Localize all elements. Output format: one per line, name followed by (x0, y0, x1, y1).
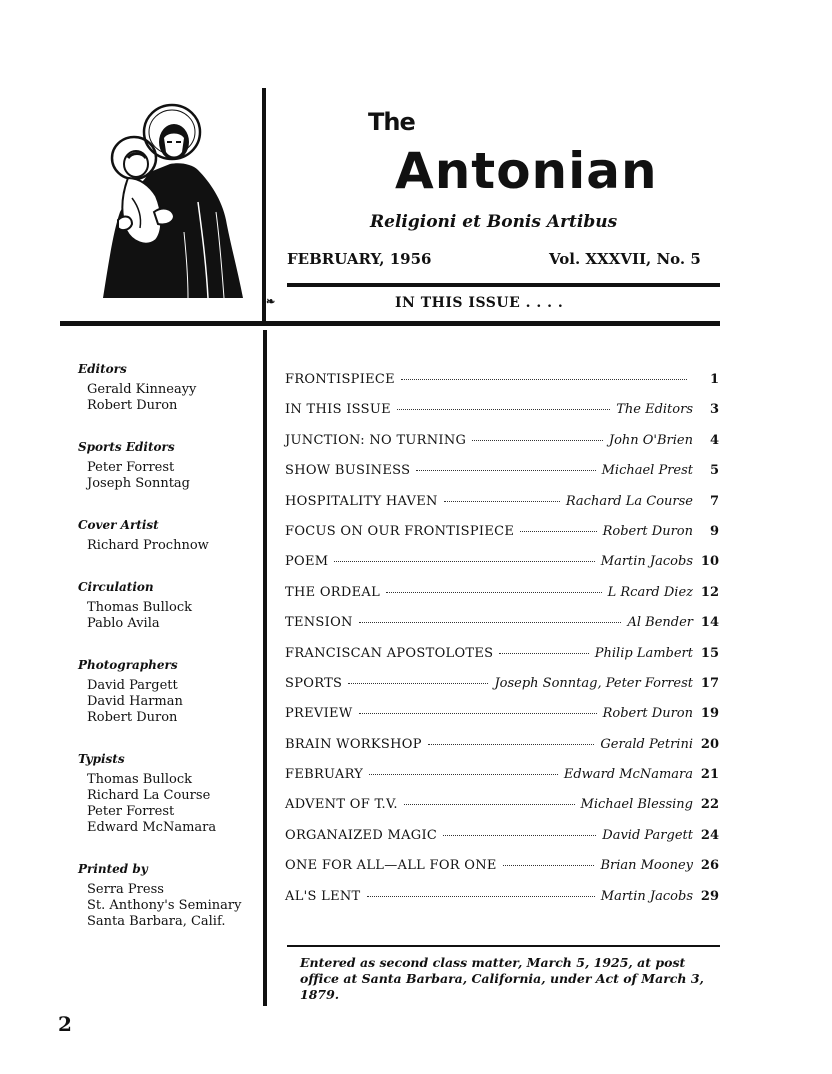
toc-entry (285, 828, 719, 858)
toc-leader (359, 713, 597, 714)
toc-entry (285, 737, 719, 767)
full-width-rule (60, 321, 720, 326)
toc-leader (499, 653, 588, 654)
toc-page: 24 (700, 827, 719, 843)
toc-author: The Editors (616, 402, 693, 418)
toc-title: SPORTS (285, 675, 343, 691)
toc-leader (401, 379, 687, 380)
frontispiece-illustration (98, 102, 258, 298)
toc-author: Martin Jacobs (600, 554, 693, 570)
toc-page: 29 (700, 888, 719, 904)
staff-name: Santa Barbara, Calif. (87, 914, 226, 929)
toc-author: Robert Duron (602, 523, 693, 539)
toc-author: Brian Mooney (600, 858, 693, 874)
notice-rule (287, 945, 720, 947)
staff-role: Cover Artist (78, 518, 159, 532)
toc-title: TENSION (285, 615, 353, 631)
staff-listing (78, 362, 268, 930)
masthead-rule (287, 283, 720, 287)
toc-title: FOCUS ON OUR FRONTISPIECE (285, 523, 515, 539)
toc-page: 19 (700, 706, 719, 722)
staff-name: St. Anthony's Seminary (87, 898, 242, 913)
staff-role: Typists (78, 752, 125, 766)
staff-name: Peter Forrest (87, 804, 175, 819)
staff-name: Thomas Bullock (87, 772, 192, 787)
toc-entry (285, 646, 719, 676)
toc-leader (520, 531, 596, 532)
toc-title: HOSPITALITY HAVEN (285, 493, 438, 509)
toc-title: PREVIEW (285, 706, 353, 722)
toc-entry (285, 372, 719, 402)
toc-author: Michael Blessing (580, 797, 693, 813)
issue-date: FEBRUARY, 1956 (287, 250, 432, 268)
saint-anthony-figure-icon (98, 102, 258, 298)
toc-page: 5 (709, 463, 719, 479)
toc-page: 14 (700, 615, 719, 631)
toc-title: SHOW BUSINESS (285, 463, 411, 479)
toc-page: 12 (700, 584, 719, 600)
toc-author: Robert Duron (602, 706, 693, 722)
staff-role: Printed by (78, 862, 148, 876)
toc-leader (359, 622, 622, 623)
toc-title: THE ORDEAL (285, 584, 381, 600)
staff-name: Richard Prochnow (87, 538, 209, 553)
toc-author: Philip Lambert (594, 645, 693, 661)
staff-name: Robert Duron (87, 398, 178, 413)
toc-leader (348, 683, 488, 684)
staff-name: Robert Duron (87, 710, 178, 725)
toc-title: ONE FOR ALL—ALL FOR ONE (285, 858, 497, 874)
toc-author: Joseph Sonntag, Peter Forrest (494, 675, 693, 691)
staff-role: Sports Editors (78, 440, 175, 454)
toc-page: 4 (709, 432, 719, 448)
fleuron-icon: ❧ (266, 295, 276, 308)
toc-entry (285, 463, 719, 493)
toc-leader (404, 804, 575, 805)
toc-entry (285, 402, 719, 432)
staff-role: Photographers (78, 658, 178, 672)
toc-author: Edward McNamara (563, 767, 693, 783)
toc-entry (285, 585, 719, 615)
toc-page: 3 (709, 402, 719, 418)
staff-name: David Pargett (87, 678, 178, 693)
masthead-the: The (368, 108, 415, 136)
toc-author: Al Bender (627, 615, 693, 631)
toc-entry (285, 615, 719, 645)
staff-name: Pablo Avila (87, 616, 160, 631)
staff-name: Edward McNamara (87, 820, 217, 835)
staff-name: Serra Press (87, 882, 164, 897)
toc-page: 22 (700, 797, 719, 813)
staff-role: Editors (78, 362, 127, 376)
toc-page: 20 (700, 736, 719, 752)
toc-title: AL'S LENT (285, 888, 361, 904)
toc-entry (285, 676, 719, 706)
toc-page: 21 (700, 767, 719, 783)
toc-title: IN THIS ISSUE (285, 402, 391, 418)
toc-title: ORGANAIZED MAGIC (285, 827, 438, 843)
page-number: 2 (58, 1012, 72, 1036)
toc-title: JUNCTION: NO TURNING (285, 432, 467, 448)
toc-author: L Rcard Diez (607, 584, 693, 600)
staff-name: Thomas Bullock (87, 600, 192, 615)
toc-page: 9 (709, 523, 719, 539)
toc-entry (285, 797, 719, 827)
toc-page: 17 (700, 675, 719, 691)
toc-title: FRONTISPIECE (285, 372, 395, 387)
toc-leader (444, 501, 560, 502)
toc-author: David Pargett (602, 827, 693, 843)
toc-leader (443, 835, 596, 836)
toc-entry (285, 767, 719, 797)
toc-entry (285, 706, 719, 736)
toc-title: FEBRUARY (285, 767, 364, 783)
toc-leader (503, 865, 595, 866)
staff-role: Circulation (78, 580, 154, 594)
toc-page: 15 (700, 645, 719, 661)
staff-name: Peter Forrest (87, 460, 175, 475)
toc-page: 26 (700, 858, 719, 874)
table-of-contents (285, 372, 719, 919)
toc-title: BRAIN WORKSHOP (285, 736, 422, 752)
staff-name: Richard La Course (87, 788, 211, 803)
toc-leader (428, 744, 595, 745)
toc-leader (334, 561, 594, 562)
toc-entry (285, 858, 719, 888)
staff-name: Gerald Kinneayy (87, 382, 197, 397)
entry-notice: Entered as second class matter, March 5, 1925, at post office at Santa Barbara, California, under Act of March 3, 1879. (300, 955, 704, 1002)
toc-author: John O'Brien (608, 432, 693, 448)
masthead-divider (262, 88, 266, 323)
toc-author: Michael Prest (601, 463, 693, 479)
toc-title: ADVENT OF T.V. (285, 797, 398, 813)
toc-author: Rachard La Course (565, 493, 693, 509)
toc-entry (285, 433, 719, 463)
toc-page: 10 (700, 554, 719, 570)
magazine-title: Antonian (395, 142, 658, 200)
toc-author: Gerald Petrini (600, 736, 693, 752)
toc-title: POEM (285, 554, 329, 570)
toc-leader (472, 440, 603, 441)
toc-entry (285, 554, 719, 584)
issue-volume: Vol. XXXVII, No. 5 (549, 250, 701, 268)
toc-entry (285, 494, 719, 524)
toc-leader (367, 896, 595, 897)
toc-title: FRANCISCAN APOSTOLOTES (285, 645, 494, 661)
toc-page: 7 (709, 493, 719, 509)
toc-page: 1 (709, 372, 719, 387)
staff-name: David Harman (87, 694, 183, 709)
toc-leader (397, 409, 610, 410)
staff-name: Joseph Sonntag (87, 476, 191, 491)
toc-leader (386, 592, 602, 593)
section-heading: IN THIS ISSUE . . . . (395, 295, 564, 311)
toc-author: Martin Jacobs (600, 888, 693, 904)
toc-entry (285, 524, 719, 554)
toc-leader (369, 774, 558, 775)
toc-entry (285, 889, 719, 919)
toc-leader (416, 470, 595, 471)
magazine-motto: Religioni et Bonis Artibus (370, 212, 618, 232)
